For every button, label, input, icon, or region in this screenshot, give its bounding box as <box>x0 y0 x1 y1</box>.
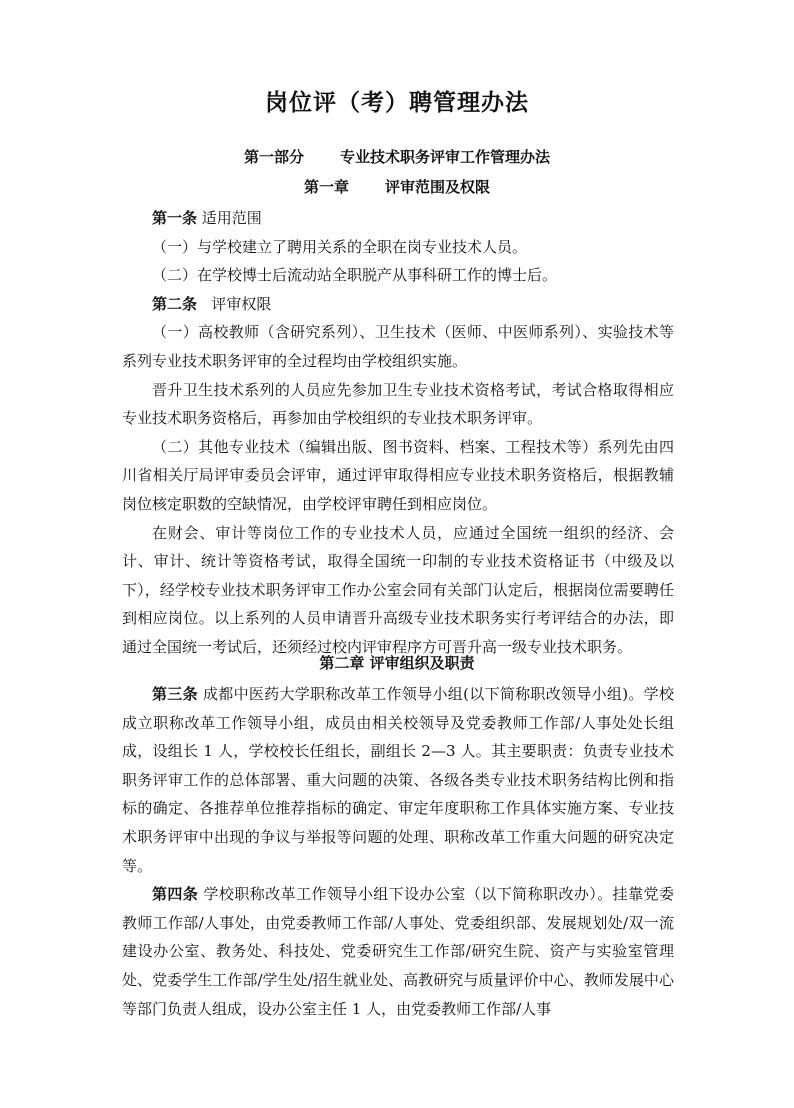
article-text: 学校职称改革工作领导小组下设办公室（以下简称职改办）。挂靠党委教师工作部/人事处，由党委教师工作部/人事处、党委组织部、发展规划处/双一流建设办公室、教务处、科技处、党委研究生工作部/研究生院、资产与实验室管理处、党委学生工作部/学生处/招生就业处、高教研究与质量评价中心、教师发展中心等部门负责人组成，设办公室主任 1 人，由党委教师工作部/人事 <box>122 885 674 1018</box>
paragraph: （二）在学校博士后流动站全职脱产从事科研工作的博士后。 <box>152 266 558 285</box>
article-title: 适用范围 <box>201 209 262 227</box>
paragraph: （二）其他专业技术（编辑出版、图书资料、档案、工程技术等）系列先由四川省相关厅局评审委员会评审，通过评审取得相应专业技术职务资格后，根据教辅岗位核定职数的空缺情况，由学校评审聘任到相应岗位。 <box>122 437 674 513</box>
document-title: 岗位评（考）聘管理办法 <box>265 90 529 116</box>
article-heading <box>122 290 674 319</box>
paragraph <box>122 680 674 880</box>
chapter-2-body <box>122 680 674 1023</box>
article-text: 成都中医药大学职称改革工作领导小组(以下简称职改领导小组)。学校成立职称改革工作领导小组，成员由相关校领导及党委教师工作部/人事处处长组成，设组长 1 人，学校校长任组长，副组长 2—3 人。其主要职责：负责专业技术职务评审工作的总体部署、重大问题的决策、各级各类专业技术职务结构比例和指标的确定、各推荐单位推荐指标的确定、审定年度职称工作具体实施方案、专业技术职务评审中出现的争议与举报等问题的处理、职称改革工作重大问题的研究决定等。 <box>122 685 674 875</box>
paragraph: 晋升卫生技术系列的人员应先参加卫生专业技术资格考试，考试合格取得相应专业技术职务资格后，再参加由学校组织的专业技术职务评审。 <box>122 380 674 428</box>
paragraph: （一）高校教师（含研究系列）、卫生技术（医师、中医师系列）、实验技术等系列专业技术职务评审的全过程均由学校组织实施。 <box>122 323 674 370</box>
paragraph <box>122 880 674 1023</box>
article-label: 第三条 <box>152 685 198 703</box>
chapter-heading-1 <box>0 176 794 197</box>
article-label: 第一条 <box>152 209 198 227</box>
paragraph: 在财会、审计等岗位工作的专业技术人员，应通过全国统一组织的经济、会计、审计、统计等资格考试，取得全国统一印制的专业技术资格证书（中级及以下），经学校专业技术职务评审工作办公室会同有关部门认定后，根据岗位需要聘任到相应岗位。以上系列的人员申请晋升高级专业技术职务实行考评结合的办法，即通过全国统一考试后，还须经过校内评审程序方可晋升高一级专业技术职务。 <box>122 523 674 656</box>
part-heading <box>0 146 794 167</box>
part-label: 第一部分 <box>243 148 304 166</box>
article-heading <box>122 204 674 233</box>
article-label: 第四条 <box>152 885 199 904</box>
chapter-1-body <box>122 204 674 662</box>
article-title: 评审权限 <box>211 294 272 313</box>
part-name: 专业技术职务评审工作管理办法 <box>340 148 551 166</box>
chapter-heading-2 <box>0 652 794 673</box>
article-label: 第二条 <box>152 294 198 313</box>
chapter-name: 评审范围及权限 <box>385 178 491 196</box>
paragraph: （一）与学校建立了聘用关系的全职在岗专业技术人员。 <box>152 237 528 256</box>
chapter-label: 第一章 <box>303 178 349 196</box>
chapter-label: 第二章 <box>319 654 365 672</box>
chapter-name: 评审组织及职责 <box>369 654 475 672</box>
